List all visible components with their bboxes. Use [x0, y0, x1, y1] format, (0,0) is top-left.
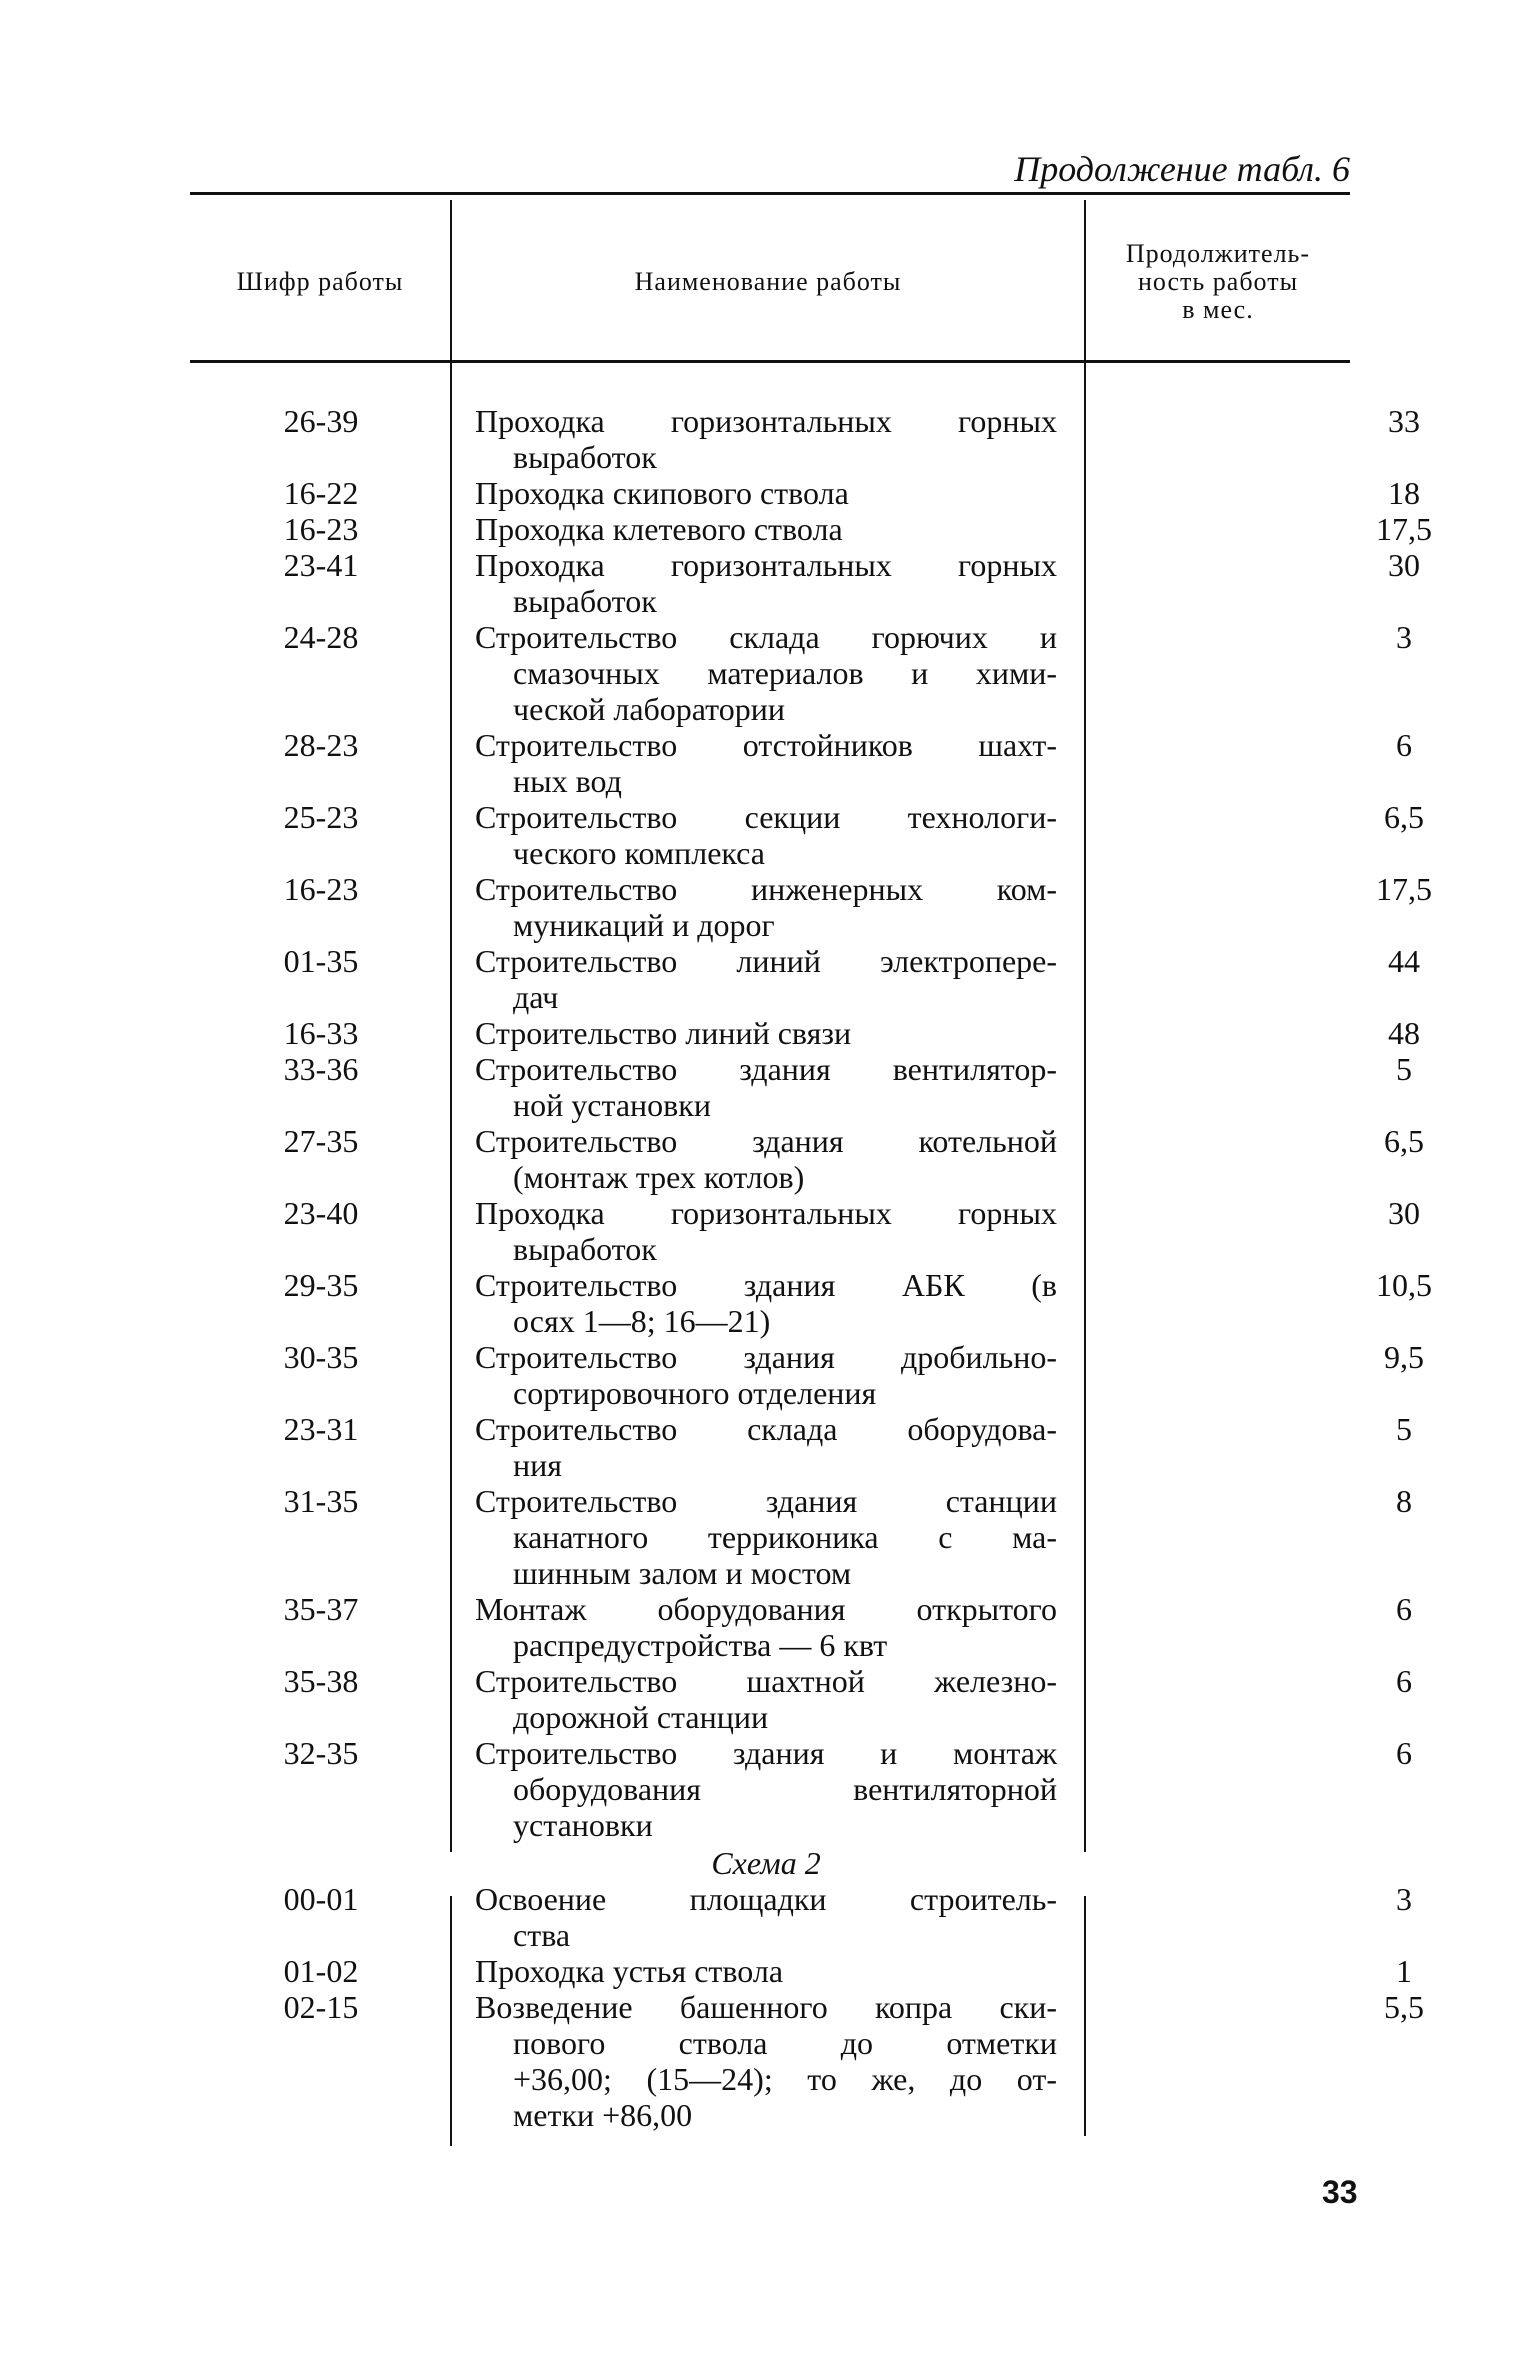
table-row — [190, 1953, 1412, 1989]
work-duration: 5,5 — [1384, 1989, 1424, 2025]
work-duration: 5 — [1396, 1051, 1412, 1087]
header-duration-line: ность работы — [1137, 267, 1299, 296]
work-name-line: канатного терриконика с ма- — [513, 1519, 1057, 1555]
table-row — [190, 1015, 1420, 1051]
work-name — [475, 1735, 1057, 1843]
work-name-line: Монтаж оборудования открытого — [475, 1591, 1057, 1627]
table-row — [190, 1123, 1424, 1195]
work-duration: 1 — [1396, 1953, 1412, 1989]
work-name-line: Строительство шахтной железно- — [475, 1663, 1057, 1699]
work-duration: 44 — [1388, 943, 1420, 979]
table-row — [190, 1195, 1420, 1267]
work-name-line: (монтаж трех котлов) — [513, 1159, 805, 1195]
work-name-line: ческого комплекса — [513, 835, 765, 871]
work-name-line: выработок — [513, 439, 657, 475]
header-duration-line: в мес. — [1182, 295, 1254, 324]
work-duration: 3 — [1396, 619, 1412, 655]
work-name-line: распредустройства — 6 квт — [513, 1627, 888, 1663]
work-name-line: Строительство здания станции — [475, 1483, 1057, 1519]
work-code: 25-23 — [283, 799, 359, 835]
table-row — [190, 943, 1420, 1015]
table-row — [190, 1483, 1412, 1591]
work-duration: 9,5 — [1384, 1339, 1424, 1375]
work-name-line: Строительство инженерных ком- — [475, 871, 1057, 907]
work-duration: 17,5 — [1376, 511, 1432, 547]
table-row — [190, 547, 1420, 619]
work-name-line: выработок — [513, 1231, 657, 1267]
work-duration: 3 — [1396, 1881, 1412, 1917]
work-name-line: +36,00; (15—24); то же, до от- — [513, 2061, 1057, 2097]
work-duration: 6 — [1396, 727, 1412, 763]
work-code: 28-23 — [283, 727, 359, 763]
work-code: 26-39 — [283, 403, 359, 439]
work-duration: 8 — [1396, 1483, 1412, 1519]
work-name — [475, 1267, 1057, 1339]
work-name-line: Возведение башенного копра ски- — [475, 1989, 1057, 2025]
work-name-line: пового ствола до отметки — [513, 2025, 1057, 2061]
page-number: 33 — [1322, 2174, 1358, 2210]
work-code: 30-35 — [283, 1339, 359, 1375]
work-name-line: Проходка горизонтальных горных — [475, 547, 1057, 583]
work-name-line: оборудования вентиляторной — [513, 1771, 1057, 1807]
work-duration: 5 — [1396, 1411, 1412, 1447]
work-name-line: ной установки — [513, 1087, 711, 1123]
work-name-line: Проходка устья ствола — [475, 1953, 784, 1989]
work-code: 02-15 — [283, 1989, 359, 2025]
work-name — [475, 547, 1057, 619]
work-code: 01-02 — [283, 1953, 359, 1989]
work-name-line: Освоение площадки строитель- — [475, 1881, 1057, 1917]
work-duration: 6 — [1396, 1591, 1412, 1627]
work-name-line: Строительство здания АБК (в — [475, 1267, 1057, 1303]
work-name — [475, 1989, 1057, 2133]
work-name — [475, 1339, 1057, 1411]
work-name-line: Строительство склада оборудова- — [475, 1411, 1057, 1447]
work-code: 16-22 — [283, 475, 359, 511]
work-code: 16-23 — [283, 871, 359, 907]
table-row — [190, 1591, 1412, 1663]
work-name-line: Строительство здания дробильно- — [475, 1339, 1057, 1375]
work-name-line: дорожной станции — [513, 1699, 769, 1735]
work-name — [475, 871, 1057, 943]
work-code: 24-28 — [283, 619, 359, 655]
work-name-line: Строительство отстойников шахт- — [475, 727, 1057, 763]
table-row — [190, 1267, 1432, 1339]
table-row — [190, 1339, 1424, 1411]
table-body — [190, 403, 1432, 2133]
work-name-line: осях 1—8; 16—21) — [513, 1303, 771, 1339]
work-duration: 6 — [1396, 1735, 1412, 1771]
work-name-line: ческой лаборатории — [513, 691, 785, 727]
work-name — [475, 475, 1057, 511]
table-row — [190, 799, 1424, 871]
work-name-line: ных вод — [513, 763, 622, 799]
work-name — [475, 799, 1057, 871]
work-name-line: Строительство здания и монтаж — [475, 1735, 1057, 1771]
work-code: 27-35 — [283, 1123, 359, 1159]
work-duration: 18 — [1388, 475, 1420, 511]
work-name-line: выработок — [513, 583, 657, 619]
table-row — [190, 1051, 1412, 1123]
table-row — [190, 871, 1432, 943]
work-duration: 17,5 — [1376, 871, 1432, 907]
header-duration — [1086, 240, 1350, 324]
work-duration: 10,5 — [1376, 1267, 1432, 1303]
table-row — [190, 403, 1420, 475]
work-name — [475, 1123, 1057, 1195]
work-code: 23-40 — [283, 1195, 359, 1231]
work-name-line: шинным залом и мостом — [513, 1555, 852, 1591]
work-name — [475, 1411, 1057, 1483]
work-name-line: Проходка горизонтальных горных — [475, 1195, 1057, 1231]
work-name-line: метки +86,00 — [513, 2097, 693, 2133]
header-name: Наименование работы — [634, 267, 902, 296]
work-name-line: дач — [513, 979, 559, 1015]
work-code: 01-35 — [283, 943, 359, 979]
table-top-rule — [190, 192, 1350, 195]
table-row — [190, 1989, 1424, 2133]
work-name — [475, 511, 1057, 547]
work-code: 35-37 — [283, 1591, 359, 1627]
table-row — [190, 475, 1420, 511]
work-name-line: смазочных материалов и хими- — [513, 655, 1057, 691]
work-code: 35-38 — [283, 1663, 359, 1699]
work-duration: 6,5 — [1384, 799, 1424, 835]
work-name — [475, 1591, 1057, 1663]
work-code: 16-33 — [283, 1015, 359, 1051]
work-duration: 30 — [1388, 547, 1420, 583]
table-row — [190, 1881, 1412, 1953]
section-title: Схема 2 — [711, 1845, 821, 1881]
table-row — [190, 727, 1412, 799]
work-name — [475, 1953, 1057, 1989]
work-duration: 33 — [1388, 403, 1420, 439]
header-duration-line: Продолжитель- — [1125, 239, 1311, 268]
header-bottom-rule — [190, 360, 1350, 363]
work-code: 23-31 — [283, 1411, 359, 1447]
work-name-line: Проходка скипового ствола — [475, 475, 849, 511]
work-name — [475, 1663, 1057, 1735]
work-name-line: Проходка клетевого ствола — [475, 511, 843, 547]
work-name — [475, 727, 1057, 799]
work-name-line: муникаций и дорог — [513, 907, 775, 943]
work-duration: 6 — [1396, 1663, 1412, 1699]
work-name-line: Проходка горизонтальных горных — [475, 403, 1057, 439]
header-code: Шифр работы — [236, 267, 404, 296]
table-row — [190, 1663, 1412, 1735]
work-code: 29-35 — [283, 1267, 359, 1303]
work-name — [475, 943, 1057, 1015]
work-name — [475, 1483, 1057, 1591]
work-name-line: Строительство здания котельной — [475, 1123, 1057, 1159]
work-duration: 48 — [1388, 1015, 1420, 1051]
work-name-line: Строительство линий электропере- — [475, 943, 1057, 979]
work-name-line: ния — [513, 1447, 562, 1483]
work-code: 23-41 — [283, 547, 359, 583]
work-name — [475, 1051, 1057, 1123]
table-row — [190, 1411, 1412, 1483]
work-code: 00-01 — [283, 1881, 359, 1917]
work-name — [475, 619, 1057, 727]
work-code: 32-35 — [283, 1735, 359, 1771]
work-name — [475, 1881, 1057, 1953]
work-code: 16-23 — [283, 511, 359, 547]
work-duration: 6,5 — [1384, 1123, 1424, 1159]
work-code: 31-35 — [283, 1483, 359, 1519]
table-row — [190, 619, 1412, 727]
table-row — [190, 1735, 1412, 1843]
work-name-line: сортировочного отделения — [513, 1375, 877, 1411]
work-name-line: Строительство линий связи — [475, 1015, 852, 1051]
work-code: 33-36 — [283, 1051, 359, 1087]
work-name-line: Строительство секции технологи- — [475, 799, 1057, 835]
work-name — [475, 1195, 1057, 1267]
work-name-line: Строительство склада горючих и — [475, 619, 1057, 655]
work-name-line: Строительство здания вентилятор- — [475, 1051, 1057, 1087]
work-name-line: ства — [513, 1917, 571, 1953]
work-name — [475, 1015, 1057, 1051]
work-name-line: установки — [513, 1807, 653, 1843]
work-duration: 30 — [1388, 1195, 1420, 1231]
table-row — [190, 511, 1432, 547]
work-name — [475, 403, 1057, 475]
table-caption: Продолжение табл. 6 — [1014, 149, 1350, 189]
